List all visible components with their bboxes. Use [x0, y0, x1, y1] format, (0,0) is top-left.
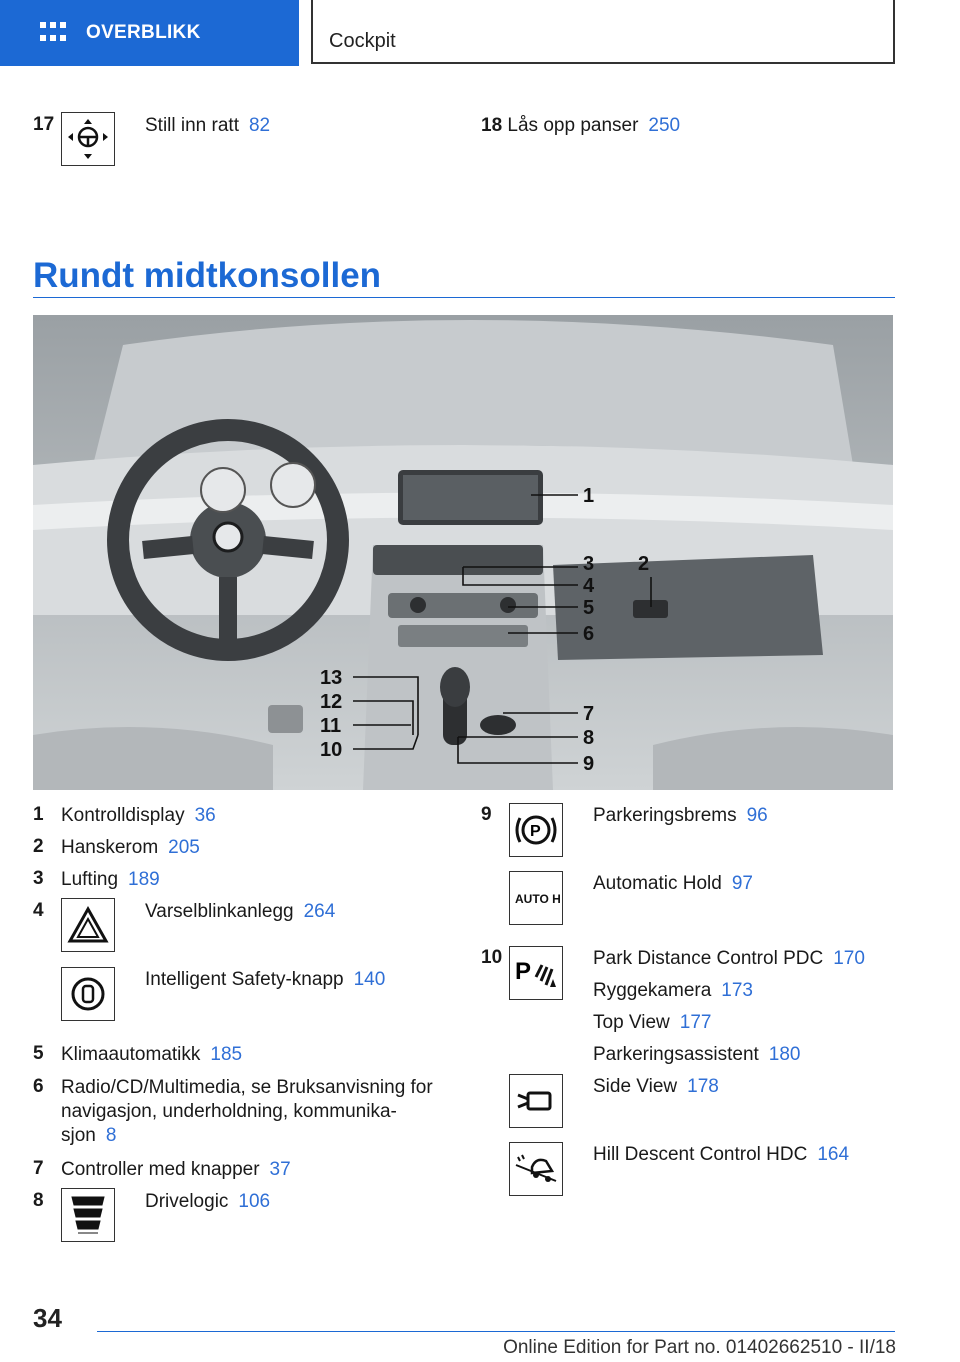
item-number: 10: [481, 947, 503, 968]
item-label: Hill Descent Control HDC: [593, 1144, 808, 1165]
svg-text:P: P: [515, 958, 532, 985]
page-link[interactable]: 96: [746, 805, 768, 826]
item-number: 9: [481, 804, 492, 825]
item-number: 1: [33, 804, 44, 825]
parking-brake-icon: [509, 803, 563, 857]
item-label: Still inn ratt: [145, 115, 239, 136]
item-label: Park Distance Control PDC: [593, 948, 824, 969]
page-link[interactable]: 205: [168, 837, 200, 858]
item-row: [593, 979, 753, 1003]
page-link[interactable]: 82: [248, 115, 271, 136]
item-label: Hanskerom: [61, 837, 159, 858]
item-row: [61, 836, 200, 860]
page-link[interactable]: 97: [731, 873, 753, 894]
item-label: Lufting: [61, 869, 119, 890]
svg-text:P: P: [530, 823, 541, 840]
item-row: [481, 114, 680, 138]
callout-3: 3: [583, 553, 595, 575]
item-label: Klimaautomatikk: [61, 1044, 201, 1065]
page-link[interactable]: 8: [105, 1125, 117, 1146]
item-number: 2: [33, 836, 44, 857]
item-label: Top View: [593, 1012, 670, 1033]
item-label: Lås opp panser: [507, 115, 639, 136]
item-number: 4: [33, 900, 44, 921]
item-row: [593, 947, 865, 971]
item-number: 3: [33, 868, 44, 889]
item-number: 18: [481, 115, 503, 136]
item-row: [593, 872, 753, 896]
callout-10: 10: [320, 739, 343, 761]
callout-13: 13: [320, 667, 343, 689]
auto-hold-icon-text: AUTO H: [515, 892, 561, 906]
item-label: Intelligent Safety-knapp: [145, 969, 344, 990]
item-row: [145, 1190, 270, 1214]
footer-divider: [97, 1331, 895, 1332]
item-label: Controller med knapper: [61, 1159, 260, 1180]
page-link[interactable]: 106: [238, 1191, 271, 1212]
hill-descent-icon: [509, 1142, 563, 1196]
item-row: [61, 804, 216, 828]
item-row: [61, 868, 160, 892]
page-link[interactable]: 250: [648, 115, 681, 136]
page-number: 34: [33, 1303, 62, 1333]
page-link[interactable]: 36: [194, 805, 216, 826]
chapter-title: Cockpit: [329, 30, 396, 52]
pdc-icon: [509, 946, 563, 1000]
overview-tab[interactable]: [0, 0, 299, 66]
item-row: [145, 968, 385, 992]
item-row: [61, 1076, 433, 1148]
callout-1: 1: [583, 485, 595, 507]
drivelogic-icon: [61, 1188, 115, 1242]
item-row: [61, 1043, 242, 1067]
item-label: Varselblinkanlegg: [145, 901, 294, 922]
item-number: 6: [33, 1076, 44, 1097]
page-link[interactable]: 180: [768, 1044, 801, 1065]
section-title: Rundt midtkonsollen: [33, 256, 382, 295]
callout-4: 4: [583, 575, 595, 597]
item-number: 5: [33, 1043, 44, 1064]
cockpit-illustration: [33, 315, 893, 790]
page-link[interactable]: 189: [128, 869, 160, 890]
callout-9: 9: [583, 753, 595, 775]
callout-7: 7: [583, 703, 595, 725]
page-link[interactable]: 164: [817, 1144, 850, 1165]
callout-12: 12: [320, 691, 343, 713]
page-link[interactable]: 173: [721, 980, 753, 1001]
item-label: Parkeringsassistent: [593, 1044, 759, 1065]
item-label-line: Radio/CD/Multimedia, se Bruksanvisning for: [61, 1077, 433, 1098]
page-link[interactable]: 170: [833, 948, 865, 969]
page-link[interactable]: 178: [687, 1076, 719, 1097]
item-row: [145, 114, 270, 138]
item-number: 17: [33, 114, 55, 135]
item-row: [593, 1043, 801, 1067]
item-label-line: sjon: [61, 1125, 96, 1146]
item-label-line: navigasjon, underholdning, kommunika-: [61, 1101, 397, 1122]
item-label: Kontrolldisplay: [61, 805, 185, 826]
section-divider: [33, 297, 895, 298]
callout-5: 5: [583, 597, 595, 619]
page-link[interactable]: 140: [353, 969, 386, 990]
item-row: [593, 1011, 711, 1035]
item-number: 8: [33, 1190, 44, 1211]
overview-tab-label: OVERBLIKK: [86, 22, 201, 43]
chapter-header: [311, 0, 895, 64]
item-row: [61, 1158, 291, 1182]
callout-11: 11: [320, 715, 342, 737]
safety-button-icon: [61, 967, 115, 1021]
item-label: Parkeringsbrems: [593, 805, 737, 826]
item-label: Drivelogic: [145, 1191, 229, 1212]
callout-6: 6: [583, 623, 595, 645]
side-view-camera-icon: [509, 1074, 563, 1128]
item-row: [593, 1143, 849, 1167]
page-link[interactable]: 177: [679, 1012, 712, 1033]
item-label: Automatic Hold: [593, 873, 722, 894]
item-label: Ryggekamera: [593, 980, 712, 1001]
grid-icon: [40, 22, 66, 44]
callout-2: 2: [638, 553, 650, 575]
page-link[interactable]: 264: [303, 901, 336, 922]
item-row: [593, 1075, 719, 1099]
page-link[interactable]: 185: [210, 1044, 243, 1065]
item-row: [593, 804, 768, 828]
edition-footer: Online Edition for Part no. 01402662510 - II/18: [503, 1337, 896, 1358]
hazard-warning-icon: [61, 898, 115, 952]
page-link[interactable]: 37: [269, 1159, 291, 1180]
item-label: Side View: [593, 1076, 678, 1097]
item-row: [145, 900, 335, 924]
auto-hold-icon: [509, 871, 563, 925]
steering-adjust-icon: [61, 112, 115, 166]
item-number: 7: [33, 1158, 44, 1179]
callout-8: 8: [583, 727, 595, 749]
